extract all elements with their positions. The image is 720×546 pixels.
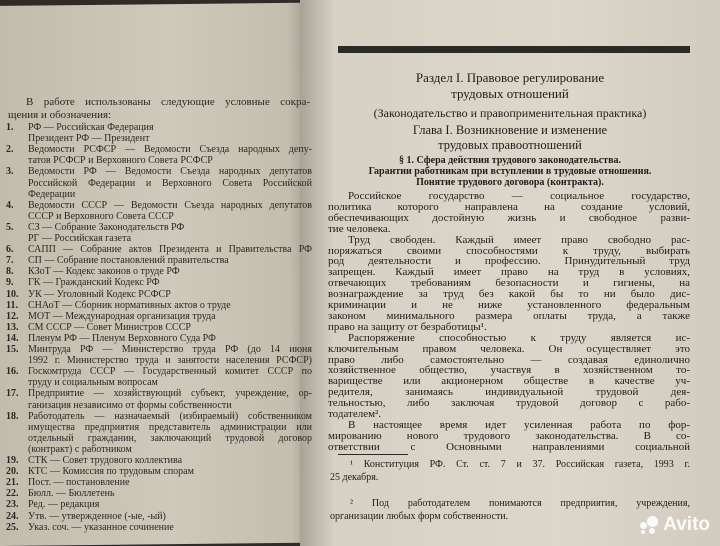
body-line: право на защиту от безработицы¹. [328,320,487,333]
footnote-line: ¹ Конституция РФ. Ст. ст. 7 и 37. Российская газета, 1993 г. [350,459,690,470]
item-number: 14. [6,332,19,344]
header-rule [338,46,690,53]
body-line: право либо самостоятельно — создавая единолично [328,353,690,366]
item-line: МОТ — Международная организация труда [28,310,216,322]
item-line: имущества предприятия представитель администрации или [28,421,312,433]
item-number: 13. [6,321,19,333]
body-line: мированию нового трудового законодательства. В со- [328,429,690,442]
body-line: род деятельности и профессию. Принудительный труд [328,255,690,268]
avito-text: Avito [663,514,710,535]
footnote-rule [338,454,408,455]
chapter-title: Глава I. Возникновение и изменение [412,123,608,137]
item-number: 15. [6,344,19,355]
body-line: вариществе или акционерном обществе в качестве уч- [328,375,690,388]
item-number: 18. [6,410,19,422]
body-line: Распоряжение способностью к труду является ис- [348,331,690,344]
item-line: труду и социальным вопросам [28,377,158,389]
item-line: УК — Уголовный Кодекс РСФСР [28,288,171,300]
item-line: Ведомости РФ — Ведомости Съезда народных депутатов [28,166,312,178]
item-line: Бюлл. — Бюллетень [28,488,115,500]
body-line: поряжаться своими способностями к труду, выбирать [328,244,690,257]
footnote-line: ² Под работодателем понимаются предприятия, учреждения, [350,498,690,509]
item-line: Работодатель — назначаемый (избираемый) собственником [28,410,312,422]
item-line: Предприятие — хозяйствующий субъект, учреждение, ор- [28,388,312,400]
item-line: СТК — Совет трудового коллектива [28,455,183,466]
item-number: 7. [6,255,14,267]
item-line: СЗ — Собрание Законодательств РФ [28,221,185,233]
item-line: Госкомтруда СССР — Государственный комитет СССР по [28,366,312,378]
intro-line: щения и обозначения: [8,109,112,121]
item-number: 12. [6,310,19,322]
paragraph-heading: Понятие трудового договора (контракта). [416,177,604,188]
item-number: 17. [6,388,19,400]
item-line: РФ — Российская Федерация [28,122,154,133]
item-line: ганизация независимо от формы собственности [28,399,232,411]
body-line: тие человека. [328,222,391,235]
item-line: татов РСФСР и Верховного Совета РСФСР [28,155,213,167]
item-line: СССР и Верховного Совета СССР [28,210,174,222]
item-line: Ведомости РСФСР — Ведомости Съезда народных депу- [28,144,312,156]
item-number: 24. [6,510,19,522]
item-number: 9. [6,277,14,289]
item-line: Ред. — редакция [28,499,100,511]
item-line: Федерации [28,188,76,200]
paragraph-heading: Гарантии работникам при вступлении в трудовые отношения. [368,166,652,177]
body-line: криминации и не ниже установленного федеральным [328,299,690,311]
item-line: Указ. соч. — указанное сочинение [28,521,174,533]
item-line: Пленум РФ — Пленум Верховного Суда РФ [28,332,216,344]
item-line: Президент РФ — Президент [28,133,150,145]
item-number: 11. [6,299,18,311]
avito-watermark [640,515,710,535]
section-title: трудовых отношений [451,86,569,101]
item-line: отдельный гражданин, заключающий трудовой договор [28,432,312,444]
item-line: СП — Собрание постановлений правительства [28,255,229,267]
intro-line: В работе использованы следующие условные сокра- [26,96,310,108]
item-number: 10. [6,288,19,300]
item-number: 16. [6,366,19,378]
item-number: 1. [6,122,14,133]
item-number: 19. [6,455,19,466]
body-line: редителя, занимаясь индивидуальной трудовой дея- [328,386,690,399]
body-line: вознаграждение за труд без какой бы то ни было дис- [328,288,690,301]
body-line: Российское государство — социальное государство, [348,190,690,202]
item-line: Минтруда РФ — Министерство труда РФ (до 14 июня [28,344,312,355]
body-line: запрещен. Каждый имеет право на труд в условиях, [328,266,690,279]
item-number: 8. [6,266,14,278]
item-number: 3. [6,166,14,178]
body-line: обеспечивающих достойную жизнь и свободное разви- [328,211,690,224]
body-line: тодателем². [328,408,382,420]
item-number: 6. [6,244,14,256]
paragraph-heading: § 1. Сфера действия трудового законодательства. [398,155,621,166]
section-subtitle: (Законодательство и правоприменительная практика) [373,106,647,120]
item-line: Ведомости СССР — Ведомости Съезда народных депутатов [28,199,312,211]
body-line: хозяйственное общество, участвуя в хозяйственном то- [328,364,690,377]
chapter-title: трудовых правоотношений [438,138,582,152]
item-line: ГК — Гражданский Кодекс РФ [28,277,160,289]
avito-logo-icon [640,516,658,534]
item-line: 1992 г. Министерство труда и занятости населения РСФСР) [28,355,312,367]
item-line: Пост. — постановление [28,477,130,489]
item-line: РГ — Российская газета [28,233,132,244]
footnote-line: 25 декабря. [330,471,379,483]
section-title: Раздел I. Правовое регулирование [415,70,605,85]
body-line: законом минимального размера оплаты труда, а также [328,309,690,322]
footnote-line: организации любых форм собственности. [330,510,509,522]
item-number: 21. [6,477,19,489]
item-line: Российской Федерации и Верховного Совета Российской [28,177,312,189]
item-line: СМ СССР — Совет Министров СССР [28,321,191,333]
item-line: СНАоТ — Сборник нормативных актов о труде [28,299,231,311]
body-line: политика которого направлена на создание условий, [328,200,690,213]
body-line: В настоящее время идет усиленная работа по фор- [348,418,690,431]
item-number: 2. [6,144,14,156]
item-line: Утв. — утвержденное (-ые, -ый) [28,510,166,522]
item-line: КЗоТ — Кодекс законов о труде РФ [28,266,180,278]
item-line: (контракт) с работником [28,443,132,455]
item-number: 4. [6,199,14,211]
body-line: ключительным правом человека. Он осуществляет это [328,342,690,355]
body-line: ответствии с Основными направлениями социальной [328,440,690,453]
item-number: 22. [6,488,19,500]
item-line: САПП — Собрание актов Президента и Правительства РФ [28,244,312,256]
item-number: 5. [6,221,14,233]
item-number: 25. [6,521,19,533]
item-number: 20. [6,466,19,478]
item-number: 23. [6,499,19,511]
body-line: тельностью, либо заключая трудовой договор с рабо- [328,397,690,410]
body-line: отвечающих требованиям безопасности и гигиены, на [328,277,690,290]
body-line: Труд свободен. Каждый имеет право свободно рас- [348,233,690,246]
item-line: КТС — Комиссия по трудовым спорам [28,466,194,478]
